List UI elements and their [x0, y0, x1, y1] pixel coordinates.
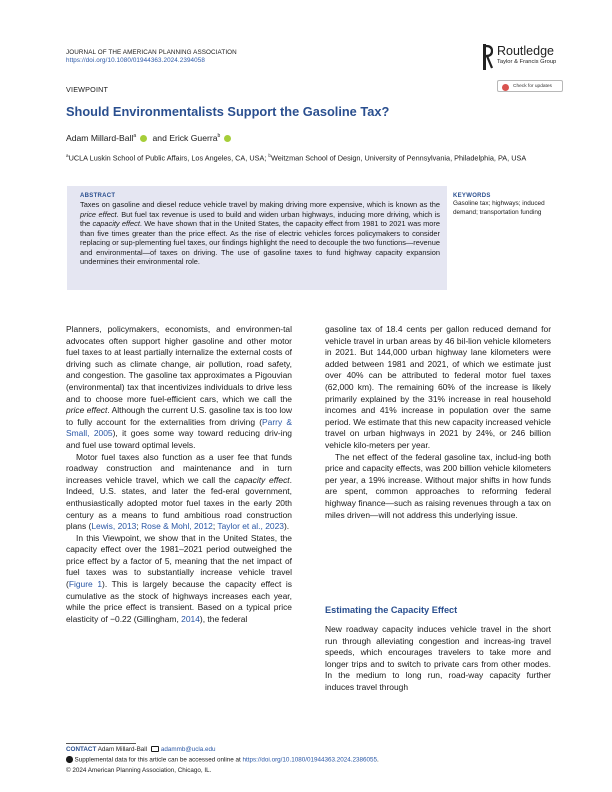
contact-email-link[interactable]: adammb@ucla.edu [160, 746, 216, 753]
affiliation-marker: b [268, 153, 271, 158]
body-paragraph: The net effect of the federal gasoline tax, includ-ing both price and capacity effects, was 200 billion vehicle kilometers per year, a 19% increase. Without major shifts in how funds are spent, common approaches to reforming federal highway finance—such as raising revenues through a tax on miles driven—will not address this underlying issue. [325, 451, 551, 520]
section-label: VIEWPOINT [66, 85, 109, 94]
supplemental-icon [66, 756, 73, 763]
article-title: Should Environmentalists Support the Gasoline Tax? [66, 104, 390, 119]
text-span: ), it goes some way toward reducing driv-ing and fuel use toward optimal levels. [66, 428, 292, 450]
contact-name: Adam Millard-Ball [97, 746, 148, 753]
supplemental-line [66, 756, 546, 765]
text-span: ), the federal [199, 613, 248, 624]
body-paragraph: New roadway capacity induces vehicle travel in the short run through alleviating congestion and increas-ing travel speeds, which encourages travelers to take more and longer trips and to switch to private cars from other modes. In the medium to long run, road-way capacity further induces travel through [325, 624, 551, 692]
orcid-icon[interactable] [224, 135, 231, 142]
text-span: Motor fuel taxes also function as a user fee that funds roadway construction and maintenance and in turn increases vehicle travel, which we call the [66, 451, 292, 485]
publisher-name: Routledge [497, 44, 554, 58]
author-name[interactable]: Erick Guerra [169, 132, 218, 143]
text-span: . Although the current U.S. gasoline tax is too low to fully account for the externalities from driving ( [66, 405, 292, 427]
body-column-right-continued [325, 624, 551, 694]
journal-header [66, 49, 237, 65]
affiliation-text: UCLA Luskin School of Public Affairs, Los Angeles, CA, USA; [68, 153, 269, 163]
body-column-left [66, 324, 292, 625]
text-emphasis: capacity effect [234, 474, 290, 485]
publisher-logo [481, 43, 591, 73]
body-paragraph [66, 533, 292, 626]
author-conjunction: and [152, 132, 167, 143]
keywords-heading: KEYWORDS [453, 193, 491, 199]
author-line [66, 131, 234, 144]
affiliation-text: Weitzman School of Design, University of Pennsylvania, Philadelphia, PA, USA [270, 153, 527, 163]
affiliations [66, 151, 550, 163]
text-span: ; [212, 521, 218, 532]
body-column-right [325, 324, 551, 521]
copyright-line: © 2024 American Planning Association, Chicago, IL. [66, 767, 212, 774]
affiliation-marker: a [133, 133, 137, 139]
orcid-icon[interactable] [140, 135, 147, 142]
affiliation-marker: a [66, 153, 69, 158]
body-paragraph [66, 324, 292, 452]
abstract-text [80, 200, 440, 267]
section-heading: Estimating the Capacity Effect [325, 605, 458, 615]
abstract-emphasis: price effect [80, 209, 117, 219]
abstract-emphasis: capacity effect [92, 219, 140, 228]
footer-divider [66, 743, 136, 744]
text-span: . Indeed, U.S. states, and later the fed-eral government, enthusiastically adopted motor fuel taxes in the early 20th century as a means to fund ambitious road construction plans ( [66, 474, 293, 532]
check-updates-label: Check for updates [513, 84, 552, 89]
routledge-mark-icon [481, 44, 493, 70]
citation-link[interactable]: Rose & Mohl, 2012 [141, 521, 213, 532]
abstract-span: Taxes on gasoline and diesel reduce vehicle travel by making driving more expensive, which is known as the [80, 200, 440, 209]
affiliation-marker: b [217, 133, 221, 139]
citation-link[interactable]: Lewis, 2013 [91, 521, 137, 532]
doi-link[interactable]: https://doi.org/10.1080/01944363.2024.2394058 [66, 57, 205, 64]
body-paragraph [66, 452, 292, 533]
keywords-text: Gasoline tax; highways; induced demand; transportation funding [453, 200, 545, 216]
email-icon [151, 746, 159, 752]
supplemental-link[interactable]: https://doi.org/10.1080/01944363.2024.2386055 [242, 756, 377, 764]
check-updates-button[interactable] [497, 80, 563, 92]
supplemental-text-end: . [376, 756, 379, 764]
text-span: ). This is largely because the capacity effect is cumulative as the stock of highways increases each year, while the price effect is transient. Based on a typical price elasticity of −0.22 (Gillingham, [66, 579, 293, 624]
check-updates-icon [502, 84, 509, 91]
text-emphasis: price effect [66, 405, 108, 416]
contact-label: CONTACT [66, 746, 97, 753]
journal-name: JOURNAL OF THE AMERICAN PLANNING ASSOCIATION [66, 49, 237, 56]
contact-line [66, 746, 546, 754]
publisher-subtitle: Taylor & Francis Group [497, 59, 557, 65]
body-paragraph: gasoline tax of 18.4 cents per gallon reduced demand for vehicle travel in urban areas by 46 bil-lion vehicle kilometers in 2021. But 144,000 urban highway lane kilometers were added between 1981 and 2021, of which we estimate just over 40% can be attributed to federal motor fuel taxes (62,000 km). The remaining 60% of the increase is likely primarily explained by the 31% increase in real household incomes and 41% increase in population over the same period. We estimate that this new capacity increased vehicle travel on urban highways in 2021 by 24%, or 246 billion vehicle kilo-meters per year. [325, 324, 551, 450]
abstract-span: . We have shown that in the United States, the capacity effect from 1981 to 2021 was more than five times greater than the price effect. As the rise of electric vehicles forces policymakers to consider replacing or sup-plementing fuel taxes, our findings highlight the need to decouple the two functions—revenue and environmental—of taxes on driving. The use of gasoline taxes to fund highway capacity expansion undermines their environmental role. [80, 219, 440, 266]
author-name[interactable]: Adam Millard-Ball [66, 132, 134, 143]
figure-link[interactable]: Figure 1 [68, 579, 103, 590]
text-span: ). [283, 521, 290, 532]
citation-link[interactable]: 2014 [181, 613, 200, 624]
abstract-span: . But fuel tax revenue is used to build and widen urban highways, inducing more driving, which is the [80, 209, 441, 228]
citation-link[interactable]: Taylor et al., 2023 [217, 521, 284, 532]
citation-link[interactable]: Parry & Small, 2005 [66, 416, 292, 439]
supplemental-text: Supplemental data for this article can be accessed online at [74, 756, 243, 764]
text-span: In this Viewpoint, we show that in the United States, the capacity effect over the 1981–2021 period outweighed the price effect by a factor of 5, meaning that the net impact of fuel taxes was to substantially increase vehicle travel ( [66, 532, 292, 590]
text-span: ; [136, 521, 142, 532]
text-span: Planners, policymakers, economists, and environmen-tal advocates often support higher gasoline and other motor fuel taxes to at least partially internalize the external costs of driving such as climate change, air pollution, road safety, and congestion. The gasoline tax approximates a Pigouvian (environmental) tax that incentivizes individuals to drive less and to choose more fuel-efficient cars, which we call the [66, 324, 292, 404]
abstract-heading: ABSTRACT [80, 193, 116, 199]
